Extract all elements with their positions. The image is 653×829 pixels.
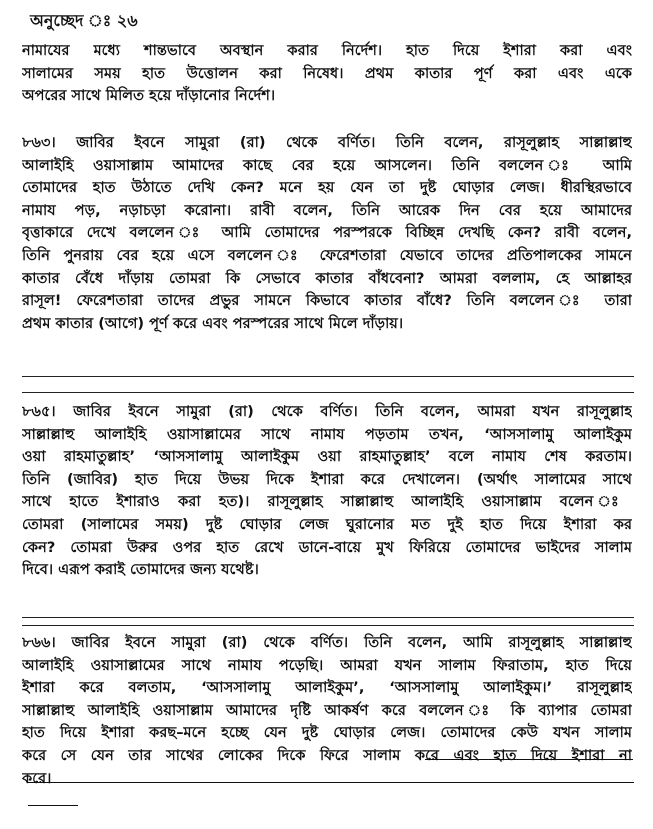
hadith-865-line: ওয়া রাহমাতুল্লাহ’ ‘আসসালামু আলাইকুম ওয়া রাহমাতুল্লাহ’ বলে নামায শেষ করতাম। xyxy=(22,448,632,466)
handwritten-underline xyxy=(425,759,633,760)
intro-line: সালামের সময় হাত উত্তোলন করা নিষেধ। প্রথম কাতার পূর্ণ করা এবং একে xyxy=(22,64,632,82)
hadith-863-line: কাতার বেঁধে দাঁড়ায় তোমরা কি সেভাবে কাতার বাঁধবেনা? আমরা বললাম, হে আল্লাহর xyxy=(22,269,632,287)
hadith-863-line: বৃত্তাকারে দেখে বললেন ঃ আমি তোমাদের পরস্পরকে বিচ্ছিন্ন দেখছি কেন? রাবী বলেন, xyxy=(22,224,632,242)
hadith-863 xyxy=(22,132,632,335)
hadith-863-line: ৮৬৩। জাবির ইবনে সামুরা (রা) থেকে বর্ণিত। তিনি বলেন, রাসূলুল্লাহ সাল্লাল্লাহু xyxy=(22,134,632,151)
hadith-863-line: আলাইহি ওয়াসাল্লাম আমাদের কাছে বের হয়ে আসলেন। তিনি বললেন ঃ আমি xyxy=(22,156,632,174)
hadith-865-line: তোমরা (সালামের সময়) দুষ্ট ঘোড়ার লেজ ঘুরানোর মত দুই হাত দিয়ে ইশারা কর xyxy=(22,515,632,533)
hadith-863-line: প্রথম কাতার (আগে) পূর্ণ করে এবং পরস্পরের সাথে মিলে দাঁড়ায়। xyxy=(22,314,404,332)
hadith-866 xyxy=(22,632,632,790)
section-divider xyxy=(22,376,634,377)
hadith-865-line: দিবে। এরূপ করাই তোমাদের জন্য যথেষ্ট। xyxy=(22,561,259,579)
hadith-865-line: ৮৬৫। জাবির ইবনে সামুরা (রা) থেকে বর্ণিত। তিনি বলেন, আমরা যখন রাসূলুল্লাহ xyxy=(22,403,632,420)
hadith-866-line: আলাইহি ওয়াসাল্লামের সাথে নামায পড়েছি। আমরা যখন সালাম ফিরাতাম, হাত দিয়ে xyxy=(22,656,632,674)
handwritten-underline xyxy=(28,782,634,783)
hadith-863-line: তোমাদের হাত উঠাতে দেখি কেন? মনে হয় যেন তা দুষ্ট ঘোড়ার লেজ। ধীরস্থিরভাবে xyxy=(22,179,632,197)
hadith-866-line: করে। xyxy=(22,769,52,787)
intro-line: অপরের সাথে মিলিত হয়ে দাঁড়ানোর নির্দেশ। xyxy=(22,87,276,105)
hadith-866-line: ৮৬৬। জাবির ইবনে সামুরা (রা) থেকে বর্ণিত। তিনি বলেন, আমি রাসূলুল্লাহ সাল্লাল্লাহু xyxy=(22,634,632,651)
hadith-865 xyxy=(22,401,632,582)
hadith-865-line: কেন? তোমরা উরুর ওপর হাত রেখে ডানে-বায়ে মুখ ফিরিয়ে তোমাদের ভাইদের সালাম xyxy=(22,538,632,556)
hadith-863-line: রাসূল! ফেরেশতারা তাদের প্রভুর সামনে কিভাবে কাতার বাঁধে? তিনি বললেন ঃ তারা xyxy=(22,292,632,310)
intro-line: নামাযের মধ্যে শান্তভাবে অবস্থান করার নির্দেশ। হাত দিয়ে ইশারা করা এবং xyxy=(22,42,632,59)
section-divider xyxy=(22,625,634,626)
hadith-866-line: ইশারা করে বলতাম, ‘আসসালামু আলাইকুম’, ‘আসসালামু আলাইকুম।’ রাসূলুল্লাহ xyxy=(22,679,632,697)
hadith-865-line: সাল্লাল্লাহু আলাইহি ওয়াসাল্লামের সাথে নামায পড়তাম তখন, ‘আসসালামু আলাইকুম xyxy=(22,425,632,443)
hadith-866-line: সাল্লাল্লাহু আলাইহি ওয়াসাল্লাম আমাদের দৃষ্টি আকর্ষণ করে বললেন ঃ কি ব্যাপার তোমরা xyxy=(22,701,632,719)
chapter-heading: অনুচ্ছেদ ঃ ২৬ xyxy=(30,11,138,30)
hadith-863-line: তিনি পুনরায় বের হয়ে এসে বললেন ঃ ফেরেশতারা যেভাবে তাদের প্রতিপালকের সামনে xyxy=(22,246,632,264)
hadith-866-line: হাত দিয়ে ইশারা করছ–মনে হচ্ছে যেন দুষ্ট ঘোড়ার লেজ। তোমাদের কেউ যখন সালাম xyxy=(22,724,632,742)
hadith-865-line: তিনি (জাবির) হাত দিয়ে উভয় দিকে ইশারা করে দেখালেন। (অর্থাৎ সালামের সাথে xyxy=(22,470,632,488)
chapter-intro xyxy=(22,40,632,108)
hadith-865-line: সাথে হাতে ইশারাও করা হত)। রাসূলুল্লাহ সাল্লাল্লাহু আলাইহি ওয়াসাল্লাম বলেন ঃ xyxy=(22,493,632,511)
handwritten-underline xyxy=(28,805,78,806)
section-divider xyxy=(22,617,634,618)
hadith-866-line: করে সে যেন তার সাথের লোকের দিকে ফিরে সালাম করে এবং হাত দিয়ে ইশারা না xyxy=(22,746,632,764)
section-divider xyxy=(22,392,634,393)
hadith-863-line: নামায পড়, নড়াচড়া করোনা। রাবী বলেন, তিনি আরেক দিন বের হয়ে আমাদের xyxy=(22,201,632,219)
